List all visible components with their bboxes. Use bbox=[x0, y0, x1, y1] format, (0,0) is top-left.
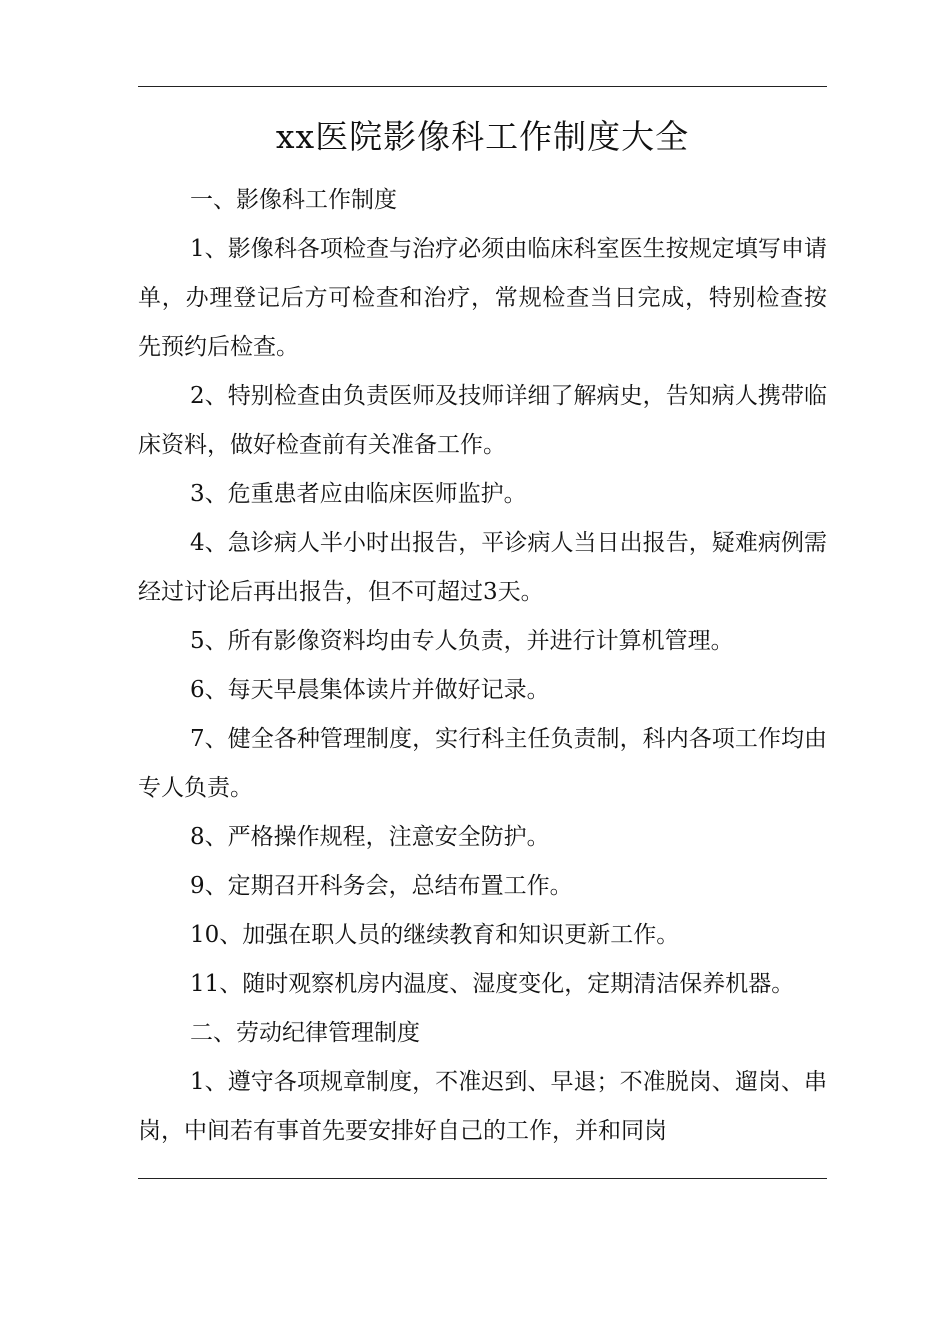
footer-rule bbox=[138, 1178, 827, 1179]
paragraph: 6、每天早晨集体读片并做好记录。 bbox=[190, 677, 550, 703]
header-rule bbox=[138, 86, 827, 87]
paragraph: 9、定期召开科务会，总结布置工作。 bbox=[190, 873, 573, 899]
section-heading: 一、影像科工作制度 bbox=[190, 187, 397, 213]
section-heading: 二、劳动纪律管理制度 bbox=[190, 1020, 420, 1046]
paragraph: 2、特别检查由负责医师及技师详细了解病史，告知病人携带临床资料，做好检查前有关准备工作。 bbox=[138, 383, 827, 458]
paragraph: 4、急诊病人半小时出报告，平诊病人当日出报告，疑难病例需经过讨论后再出报告，但不可超过3天。 bbox=[138, 530, 827, 605]
paragraph: 7、健全各种管理制度，实行科主任负责制，科内各项工作均由专人负责。 bbox=[138, 726, 827, 801]
paragraph: 8、严格操作规程，注意安全防护。 bbox=[190, 824, 550, 850]
paragraph: 10、加强在职人员的继续教育和知识更新工作。 bbox=[190, 922, 680, 948]
paragraph: 3、危重患者应由临床医师监护。 bbox=[190, 481, 527, 507]
paragraph: 11、随时观察机房内温度、湿度变化，定期清洁保养机器。 bbox=[190, 971, 795, 997]
document-title: xx医院影像科工作制度大全 bbox=[275, 117, 690, 156]
paragraph: 5、所有影像资料均由专人负责，并进行计算机管理。 bbox=[190, 628, 734, 654]
paragraph: 1、遵守各项规章制度，不准迟到、早退；不准脱岗、遛岗、串岗，中间若有事首先要安排好自己的工作，并和同岗 bbox=[138, 1069, 827, 1144]
paragraph: 1、影像科各项检查与治疗必须由临床科室医生按规定填写申请单，办理登记后方可检查和治疗，常规检查当日完成，特别检查按先预约后检查。 bbox=[138, 236, 827, 360]
document-body bbox=[138, 176, 827, 1156]
